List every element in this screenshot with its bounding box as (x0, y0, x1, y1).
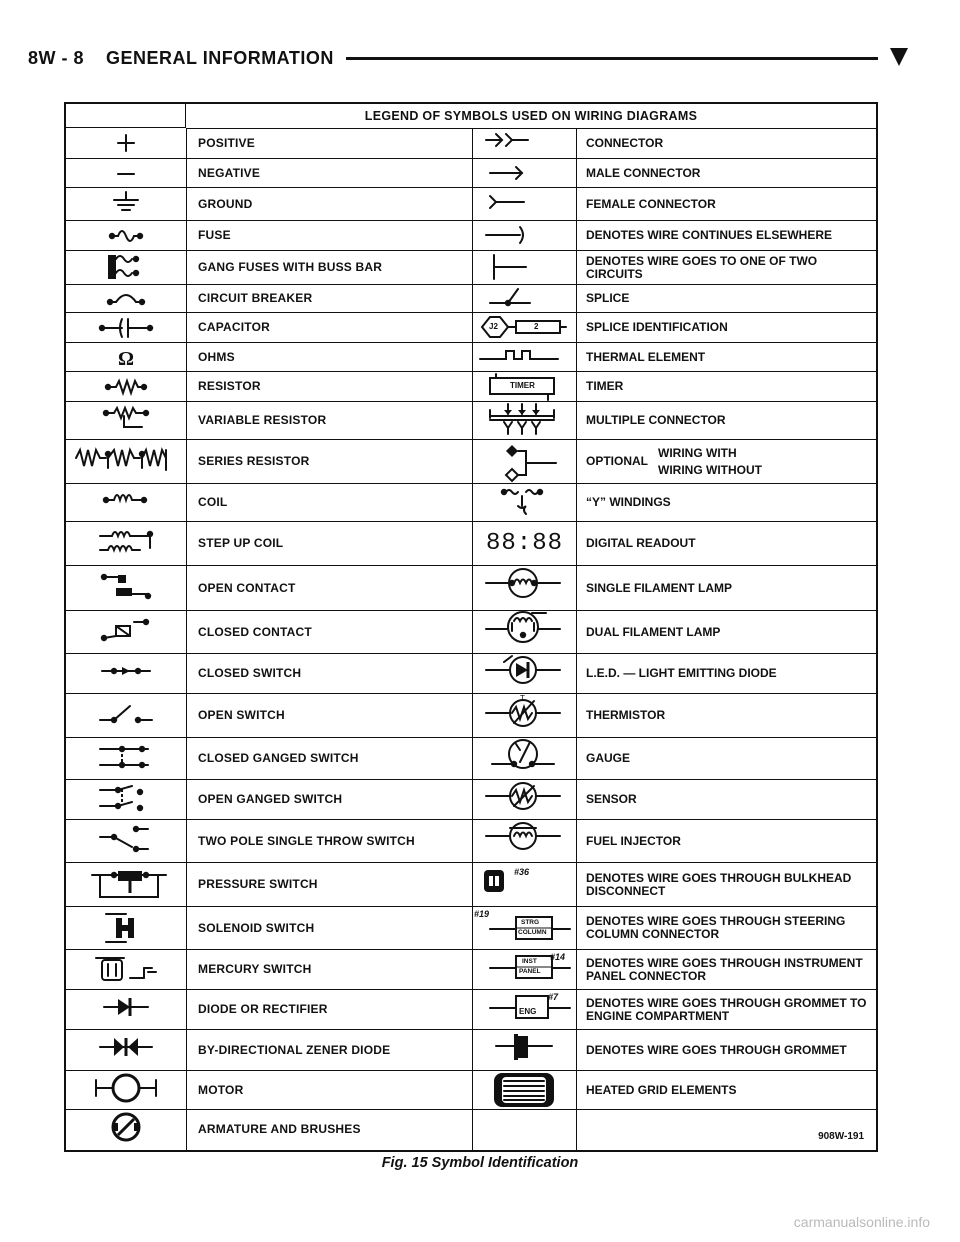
symbol-label: TIMER (586, 379, 624, 393)
led-icon (472, 654, 576, 693)
symbol-label: CAPACITOR (198, 320, 271, 334)
mercury-switch-icon (66, 950, 186, 989)
zener-diode-icon (66, 1030, 186, 1070)
symbol-tag: #36 (514, 867, 530, 877)
step-up-coil-icon (66, 522, 186, 565)
circuit-breaker-icon (66, 285, 186, 312)
symbol-label: OPEN CONTACT (198, 580, 296, 595)
symbol-label: COIL (198, 495, 228, 509)
symbol-tag: #14 (550, 952, 566, 962)
symbol-label: OPEN GANGED SWITCH (198, 792, 343, 806)
symbol-label: FUSE (198, 228, 231, 242)
grommet-engine-icon (472, 990, 576, 1029)
symbol-tag: 88:88 (486, 530, 564, 557)
symbol-label: DENOTES WIRE GOES THROUGH STEERING COLUMN CONNECTOR (586, 914, 846, 941)
legend-row (66, 738, 876, 780)
triangle-marker-icon (890, 48, 908, 66)
symbol-label: OPEN SWITCH (198, 708, 285, 722)
symbol-tag: 2 (534, 322, 539, 331)
closed-switch-icon (66, 654, 186, 693)
legend-row (66, 907, 876, 950)
legend-row (66, 780, 876, 820)
y-windings-icon (472, 484, 576, 521)
legend-row (66, 522, 876, 566)
title-corner (66, 104, 186, 128)
dual-filament-lamp-icon (472, 611, 576, 653)
legend-row (66, 188, 876, 221)
ground-icon (66, 188, 186, 220)
splice-id-icon (472, 313, 576, 342)
symbol-tag: INST (522, 958, 537, 965)
legend-row (66, 950, 876, 990)
symbol-label: GANG FUSES WITH BUSS BAR (198, 260, 383, 274)
symbol-label: OHMS (198, 349, 235, 364)
thermistor-icon (472, 694, 576, 737)
optional-icon (472, 440, 576, 483)
plus-icon (66, 128, 186, 158)
symbol-label: DUAL FILAMENT LAMP (586, 624, 721, 639)
optional-label-group (576, 440, 876, 483)
svg-text:T: T (520, 693, 525, 703)
gauge-icon (472, 738, 576, 779)
symbol-label: SOLENOID SWITCH (198, 920, 315, 935)
grommet-icon (472, 1030, 576, 1070)
symbol-label: GAUGE (586, 751, 631, 765)
legend-row (66, 128, 876, 159)
fuse-icon (66, 221, 186, 250)
symbol-tag: J2 (489, 322, 498, 331)
figure-id: 908W-191 (818, 1131, 864, 1142)
optional-without-label: WIRING WITHOUT (658, 462, 762, 477)
symbol-label (576, 1110, 876, 1148)
pressure-switch-icon (66, 863, 186, 906)
page-header (28, 46, 928, 74)
optional-with-label: WIRING WITH (658, 445, 737, 460)
two-circuits-icon (472, 251, 576, 284)
symbol-tag: #19 (474, 909, 490, 919)
armature-icon (66, 1110, 186, 1148)
symbol-label: CIRCUIT BREAKER (198, 291, 313, 305)
legend-row (66, 1071, 876, 1110)
symbol-label: RESISTOR (198, 379, 261, 393)
timer-icon (472, 372, 576, 401)
symbol-label: DENOTES WIRE CONTINUES ELSEWHERE (586, 228, 833, 242)
symbol-label: VARIABLE RESISTOR (198, 413, 327, 427)
legend-row (66, 863, 876, 907)
symbol-legend-table (64, 102, 878, 1152)
symbol-label: DENOTES WIRE GOES THROUGH INSTRUMENT PANEL CONNECTOR (586, 955, 863, 983)
capacitor-icon (66, 313, 186, 342)
steering-column-icon (472, 907, 576, 949)
svg-text:Ω: Ω (117, 347, 135, 370)
legend-row (66, 313, 876, 343)
optional-group (586, 447, 762, 477)
coil-icon (66, 484, 186, 521)
symbol-label: CLOSED SWITCH (198, 666, 302, 680)
legend-row (66, 343, 876, 372)
digital-readout-icon (472, 522, 576, 565)
legend-row (66, 654, 876, 694)
symbol-tag: #7 (548, 992, 559, 1002)
splice-icon (472, 285, 576, 312)
thermal-element-icon (472, 343, 576, 371)
symbol-label: FEMALE CONNECTOR (586, 196, 716, 211)
symbol-label: OPTIONAL (586, 454, 648, 468)
symbol-label: SPLICE (586, 291, 630, 305)
two-pole-switch-icon (66, 820, 186, 862)
empty-symbol-cell (472, 1110, 576, 1148)
legend-row (66, 402, 876, 440)
symbol-label: POSITIVE (198, 135, 255, 150)
legend-title: LEGEND OF SYMBOLS USED ON WIRING DIAGRAMS (186, 104, 876, 129)
symbol-label: ARMATURE AND BRUSHES (198, 1121, 361, 1136)
legend-row (66, 1030, 876, 1071)
sensor-icon (472, 780, 576, 819)
symbol-label: SPLICE IDENTIFICATION (586, 320, 728, 334)
symbol-label: MOTOR (198, 1082, 244, 1097)
solenoid-switch-icon (66, 907, 186, 949)
legend-row (66, 566, 876, 611)
legend-row (66, 694, 876, 738)
diode-icon (66, 990, 186, 1029)
legend-row (66, 159, 876, 188)
legend-row (66, 820, 876, 863)
open-contact-icon (66, 566, 186, 610)
symbol-label: STEP UP COIL (198, 536, 284, 550)
symbol-label: DENOTES WIRE GOES TO ONE OF TWO CIRCUITS (586, 253, 818, 281)
legend-row (66, 221, 876, 251)
symbol-label: “Y” WINDINGS (586, 495, 671, 509)
symbol-label: CLOSED GANGED SWITCH (198, 751, 359, 765)
legend-row (66, 1110, 876, 1148)
gang-fuses-icon (66, 251, 186, 284)
legend-row (66, 285, 876, 313)
symbol-label: DIODE OR RECTIFIER (198, 1002, 328, 1016)
legend-row (66, 611, 876, 654)
connector-icon (472, 128, 576, 158)
symbol-label: SINGLE FILAMENT LAMP (586, 580, 732, 595)
multiple-connector-icon (472, 402, 576, 439)
variable-resistor-icon (66, 402, 186, 439)
symbol-label: HEATED GRID ELEMENTS (586, 1082, 737, 1097)
symbol-label: L.E.D. — LIGHT EMITTING DIODE (586, 666, 777, 680)
symbol-label: SERIES RESISTOR (198, 454, 310, 468)
symbol-label: THERMAL ELEMENT (586, 349, 706, 364)
male-connector-icon (472, 159, 576, 187)
symbol-label: FUEL INJECTOR (586, 833, 681, 848)
open-ganged-switch-icon (66, 780, 186, 819)
watermark: carmanualsonline.info (793, 1214, 930, 1230)
resistor-icon (66, 372, 186, 401)
heated-grid-icon (472, 1071, 576, 1109)
symbol-tag: COLUMN (518, 928, 547, 936)
symbol-label: GROUND (198, 196, 253, 211)
page-number: 8W - 8 (28, 48, 85, 68)
legend-row (66, 372, 876, 402)
legend-row (66, 484, 876, 522)
symbol-tag: STRG (521, 918, 540, 926)
legend-row (66, 251, 876, 285)
symbol-label: SENSOR (586, 792, 637, 806)
header-rule (346, 57, 878, 60)
minus-icon (66, 159, 186, 187)
symbol-label: MALE CONNECTOR (586, 165, 701, 180)
fuel-injector-icon (472, 820, 576, 862)
female-connector-icon (472, 188, 576, 220)
header-text (28, 48, 334, 69)
instrument-panel-icon (472, 950, 576, 989)
symbol-label: TWO POLE SINGLE THROW SWITCH (198, 833, 415, 848)
symbol-tag: TIMER (510, 381, 535, 390)
wire-continues-icon (472, 221, 576, 250)
symbol-label: DENOTES WIRE GOES THROUGH GROMMET (586, 1042, 847, 1057)
symbol-label: NEGATIVE (198, 165, 261, 180)
symbol-label: BY-DIRECTIONAL ZENER DIODE (198, 1042, 391, 1057)
open-switch-icon (66, 694, 186, 737)
section-title: GENERAL INFORMATION (106, 48, 334, 68)
symbol-label: DENOTES WIRE GOES THROUGH BULKHEAD DISCONNECT (586, 870, 852, 898)
motor-icon (66, 1071, 186, 1109)
single-filament-lamp-icon (472, 566, 576, 610)
symbol-label: MERCURY SWITCH (198, 962, 312, 976)
bulkhead-disconnect-icon (472, 863, 576, 906)
closed-contact-icon (66, 611, 186, 653)
symbol-label: CLOSED CONTACT (198, 624, 312, 639)
legend-row (66, 440, 876, 484)
optional-subs (658, 447, 762, 477)
symbol-label: DENOTES WIRE GOES THROUGH GROMMET TO ENGINE COMPARTMENT (586, 995, 867, 1023)
symbol-label: CONNECTOR (586, 135, 664, 150)
symbol-tag: PANEL (519, 968, 541, 975)
ohms-icon (66, 343, 186, 371)
figure-caption: Fig. 15 Symbol Identification (381, 1155, 579, 1171)
symbol-tag: ENG (519, 1007, 537, 1016)
series-resistor-icon (66, 440, 186, 483)
closed-ganged-switch-icon (66, 738, 186, 779)
symbol-label: DIGITAL READOUT (586, 536, 696, 550)
symbol-label: MULTIPLE CONNECTOR (586, 413, 726, 427)
symbol-label: PRESSURE SWITCH (198, 877, 318, 891)
legend-row (66, 990, 876, 1030)
symbol-label: THERMISTOR (586, 708, 666, 722)
